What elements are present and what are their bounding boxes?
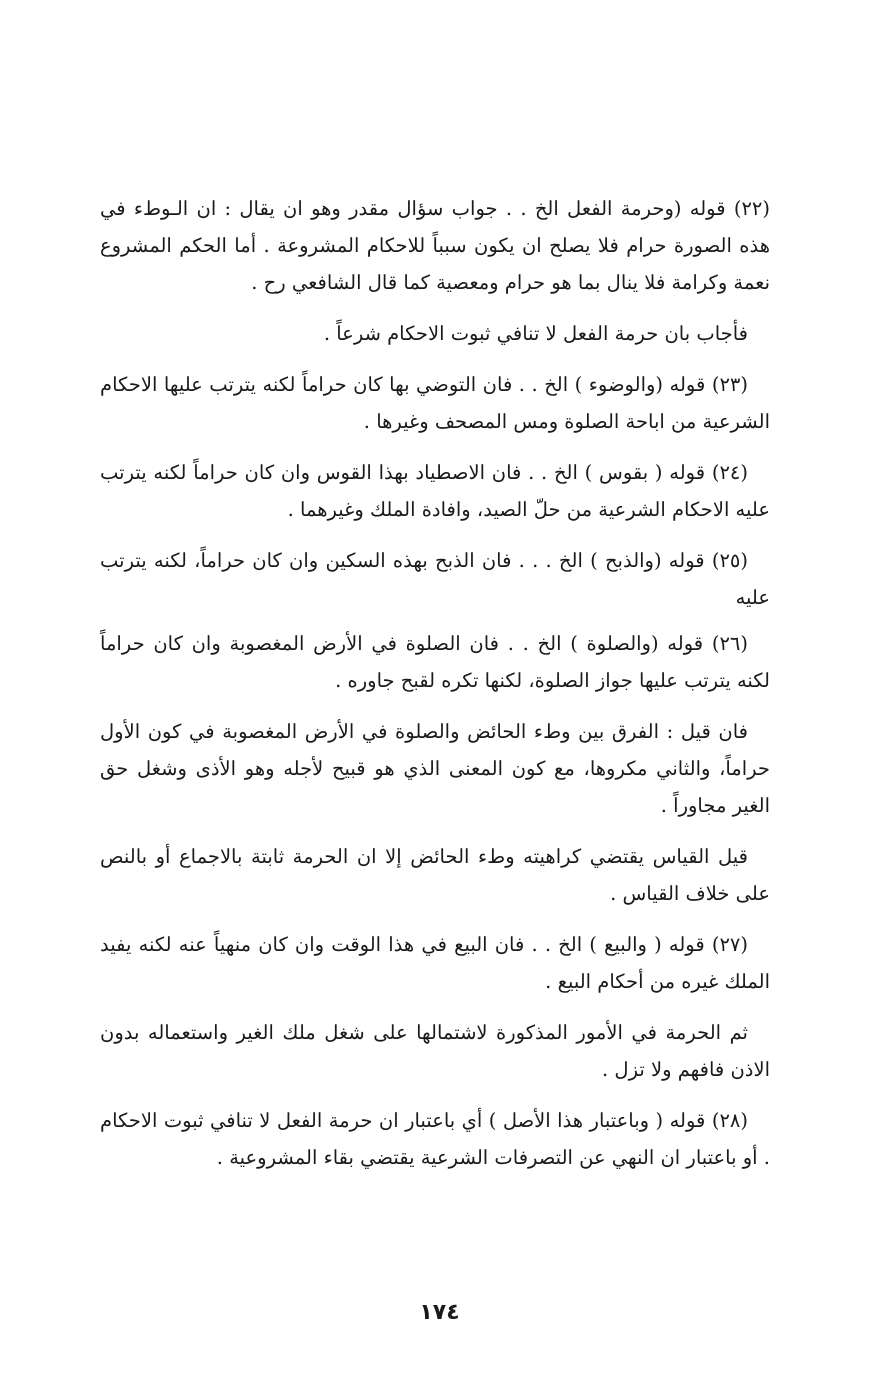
- paragraph-prohibition: ثم الحرمة في الأمور المذكورة لاشتمالها على شغل ملك الغير واستعماله بدون الاذن فافهم ولا تزل .: [100, 1021, 770, 1081]
- paragraph-28: (٢٨) قوله ( وباعتبار هذا الأصل ) أي باعتبار ان حرمة الفعل لا تنافي ثبوت الاحكام . أو باعتبار ان النهي عن التصرفات الشرعية يقتضي بقاء المشروعية .: [100, 1109, 770, 1169]
- page-number: ١٧٤: [419, 1300, 460, 1325]
- paragraph-objection: فان قيل : الفرق بين وطء الحائض والصلوة في الأرض المغصوبة في كون الأول حراماً، والثاني مكروها، مع كون المعنى الذي هو قبيح لأجله وهو الأذى وشغل حق الغير مجاوراً .: [100, 720, 770, 817]
- paragraph-26: (٢٦) قوله (والصلوة ) الخ . . فان الصلوة في الأرض المغصوبة وان كان حراماً لكنه يترتب عليها جواز الصلوة، لكنها تكره لقبح جاوره .: [100, 632, 770, 692]
- main-text: [100, 190, 770, 1185]
- paragraph-24: (٢٤) قوله ( بقوس ) الخ . . فان الاصطياد بهذا القوس وان كان حراماً لكنه يترتب عليه الاحكام الشرعية من حلّ الصيد، وافادة الملك وغيرهما .: [100, 461, 770, 521]
- paragraph-22-answer: فأجاب بان حرمة الفعل لا تنافي ثبوت الاحكام شرعاً .: [323, 322, 748, 345]
- paragraph-27: (٢٧) قوله ( والبيع ) الخ . . فان البيع في هذا الوقت وان كان منهياً عنه لكنه يفيد الملك غيره من أحكام البيع .: [100, 933, 770, 993]
- paragraph-reply: قيل القياس يقتضي كراهيته وطء الحائض إلا ان الحرمة ثابتة بالاجماع أو بالنص على خلاف القياس .: [100, 845, 770, 905]
- paragraph-22-question: (٢٢) قوله (وحرمة الفعل الخ . . جواب سؤال مقدر وهو ان يقال : ان الـوطء في هذه الصورة حرام فلا يصلح ان يكون سبباً للاحكام المشروعة . أما الحكم المشروع نعمة وكرامة فلا ينال بما هو حرام ومعصية كما قال الشافعي رح .: [100, 197, 770, 294]
- paragraph-23: (٢٣) قوله (والوضوء ) الخ . . فان التوضي بها كان حراماً لكنه يترتب عليها الاحكام الشرعية من اباحة الصلوة ومس المصحف وغيرها .: [100, 373, 770, 433]
- paragraph-25: (٢٥) قوله (والذبح ) الخ . . . فان الذبح بهذه السكين وان كان حراماً، لكنه يترتب عليه: [100, 549, 770, 609]
